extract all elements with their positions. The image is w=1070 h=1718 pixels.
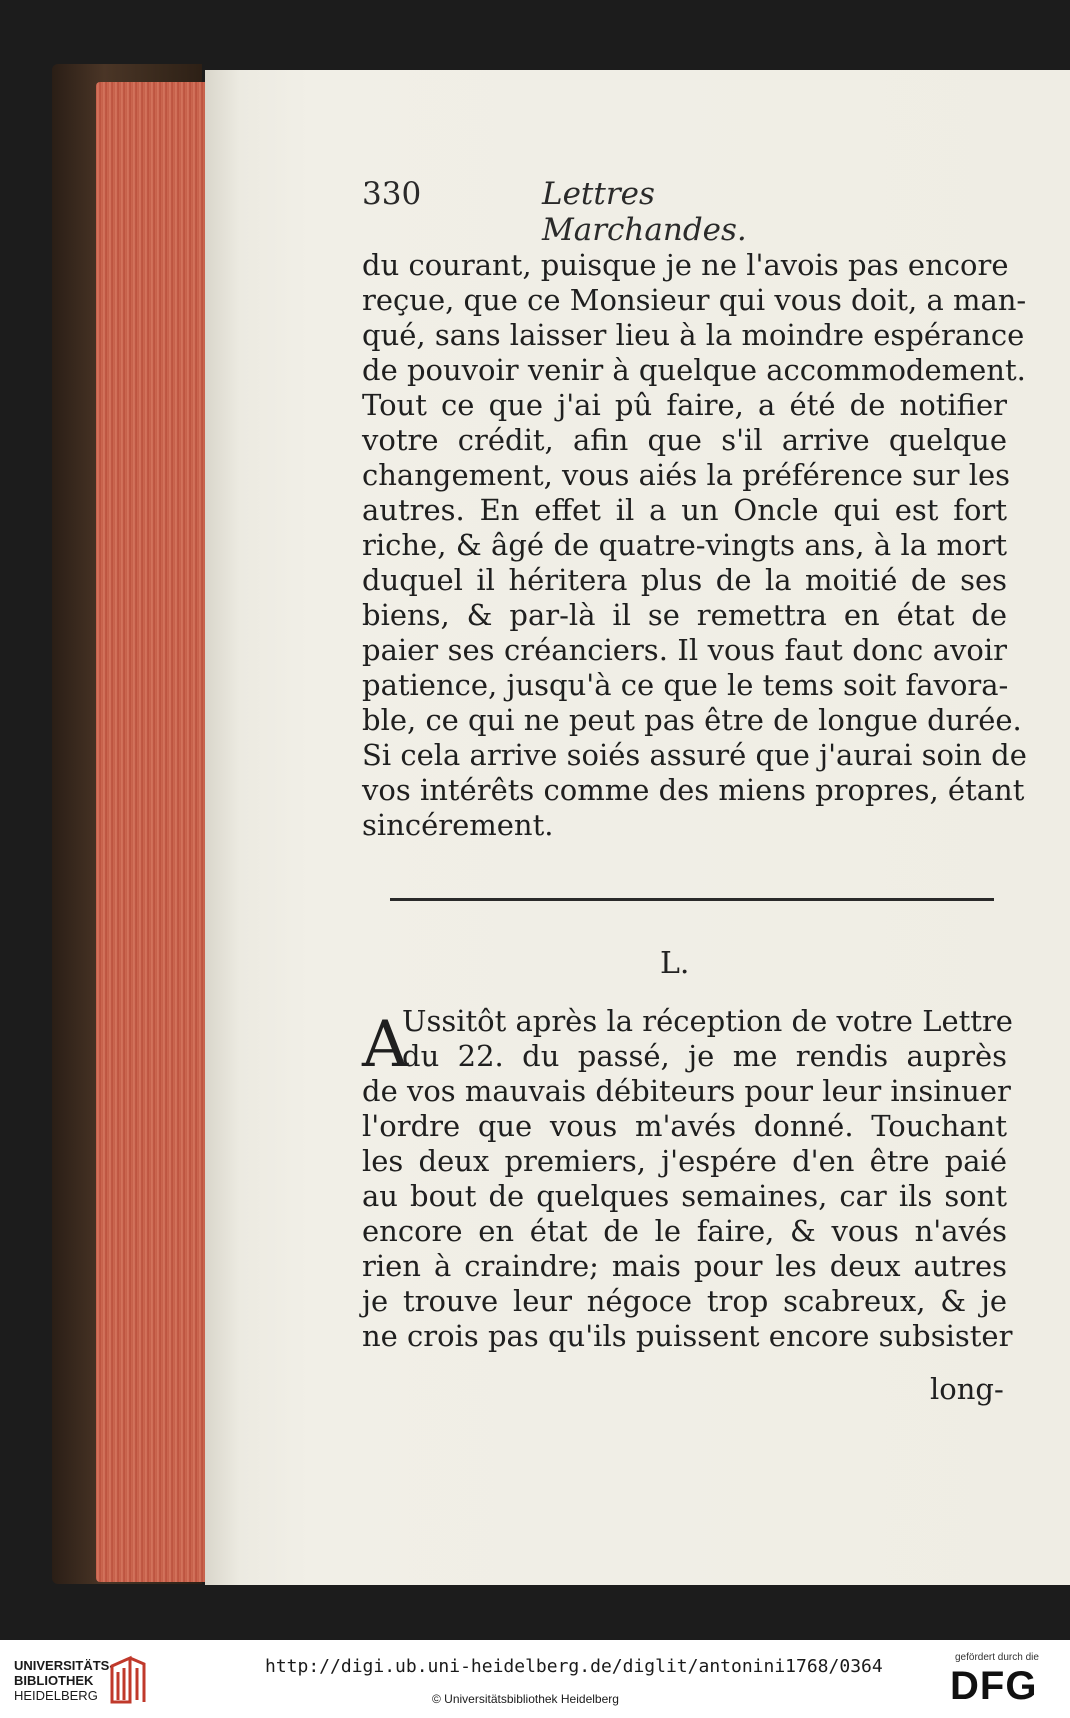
text-line: encore en état de le faire, & vous n'avés — [362, 1214, 1007, 1248]
text-line: riche, & âgé de quatre-vingts ans, à la mort — [362, 528, 1007, 562]
text-line: ne crois pas qu'ils puissent encore subsister — [362, 1319, 1013, 1353]
library-name-line: HEIDELBERG — [14, 1688, 98, 1703]
drop-cap: A — [362, 1008, 409, 1082]
dfg-logo: DFG — [950, 1664, 1038, 1708]
text-line: votre crédit, afin que s'il arrive quelque — [362, 423, 1007, 457]
section-divider — [390, 898, 994, 901]
footer-bar — [0, 1640, 1070, 1718]
library-logo-icon — [106, 1654, 150, 1706]
text-line: Tout ce que j'ai pû faire, a été de notifier — [362, 388, 1007, 422]
library-name-line: UNIVERSITÄTS- — [14, 1658, 114, 1673]
text-line: autres. En effet il a un Oncle qui est fort — [362, 493, 1007, 527]
text-line: reçue, que ce Monsieur qui vous doit, a man- — [362, 283, 1027, 317]
text-line: rien à craindre; mais pour les deux autres — [362, 1249, 1007, 1283]
section-heading: L. — [660, 946, 690, 981]
text-line: les deux premiers, j'espére d'en être paié — [362, 1144, 1007, 1178]
text-line: Ussitôt après la réception de votre Lettre — [402, 1004, 1013, 1038]
copyright-notice: © Universitätsbibliothek Heidelberg — [432, 1692, 619, 1706]
text-line: paier ses créanciers. Il vous faut donc avoir — [362, 633, 1007, 667]
text-line: du 22. du passé, je me rendis auprès — [402, 1039, 1007, 1073]
library-name — [14, 1658, 114, 1703]
text-line: changement, vous aiés la préférence sur les — [362, 458, 1011, 492]
section-opening — [402, 1004, 1013, 1074]
text-line: de vos mauvais débiteurs pour leur insinuer — [362, 1074, 1011, 1108]
text-line: au bout de quelques semaines, car ils sont — [362, 1179, 1007, 1213]
text-line: patience, jusqu'à ce que le tems soit favora- — [362, 668, 1009, 702]
text-line: du courant, puisque je ne l'avois pas encore — [362, 248, 1009, 282]
funding-caption: gefördert durch die — [955, 1652, 1039, 1663]
letter-body — [362, 248, 1027, 843]
text-line: Si cela arrive soiés assuré que j'aurai soin de — [362, 738, 1027, 772]
text-line: l'ordre que vous m'avés donné. Touchant — [362, 1109, 1007, 1143]
catchword: long- — [930, 1372, 1004, 1406]
library-name-line: BIBLIOTHEK — [14, 1673, 94, 1688]
text-line: biens, & par-là il se remettra en état de — [362, 598, 1007, 632]
running-title: Lettres Marchandes. — [542, 176, 747, 248]
text-line: sincérement. — [362, 808, 554, 842]
section-body — [362, 1074, 1013, 1354]
text-line: qué, sans laisser lieu à la moindre espérance — [362, 318, 1025, 352]
page-fore-edge — [96, 82, 208, 1582]
page-number: 330 — [362, 176, 422, 212]
running-head — [362, 176, 862, 248]
text-line: ble, ce qui ne peut pas être de longue durée. — [362, 703, 1022, 737]
text-line: je trouve leur négoce trop scabreux, & je — [362, 1284, 1007, 1318]
text-line: de pouvoir venir à quelque accommodement. — [362, 353, 1026, 387]
permalink[interactable]: http://digi.ub.uni-heidelberg.de/diglit/antonini1768/0364 — [265, 1656, 883, 1677]
text-line: duquel il héritera plus de la moitié de ses — [362, 563, 1007, 597]
text-line: vos intérêts comme des miens propres, étant — [362, 773, 1025, 807]
